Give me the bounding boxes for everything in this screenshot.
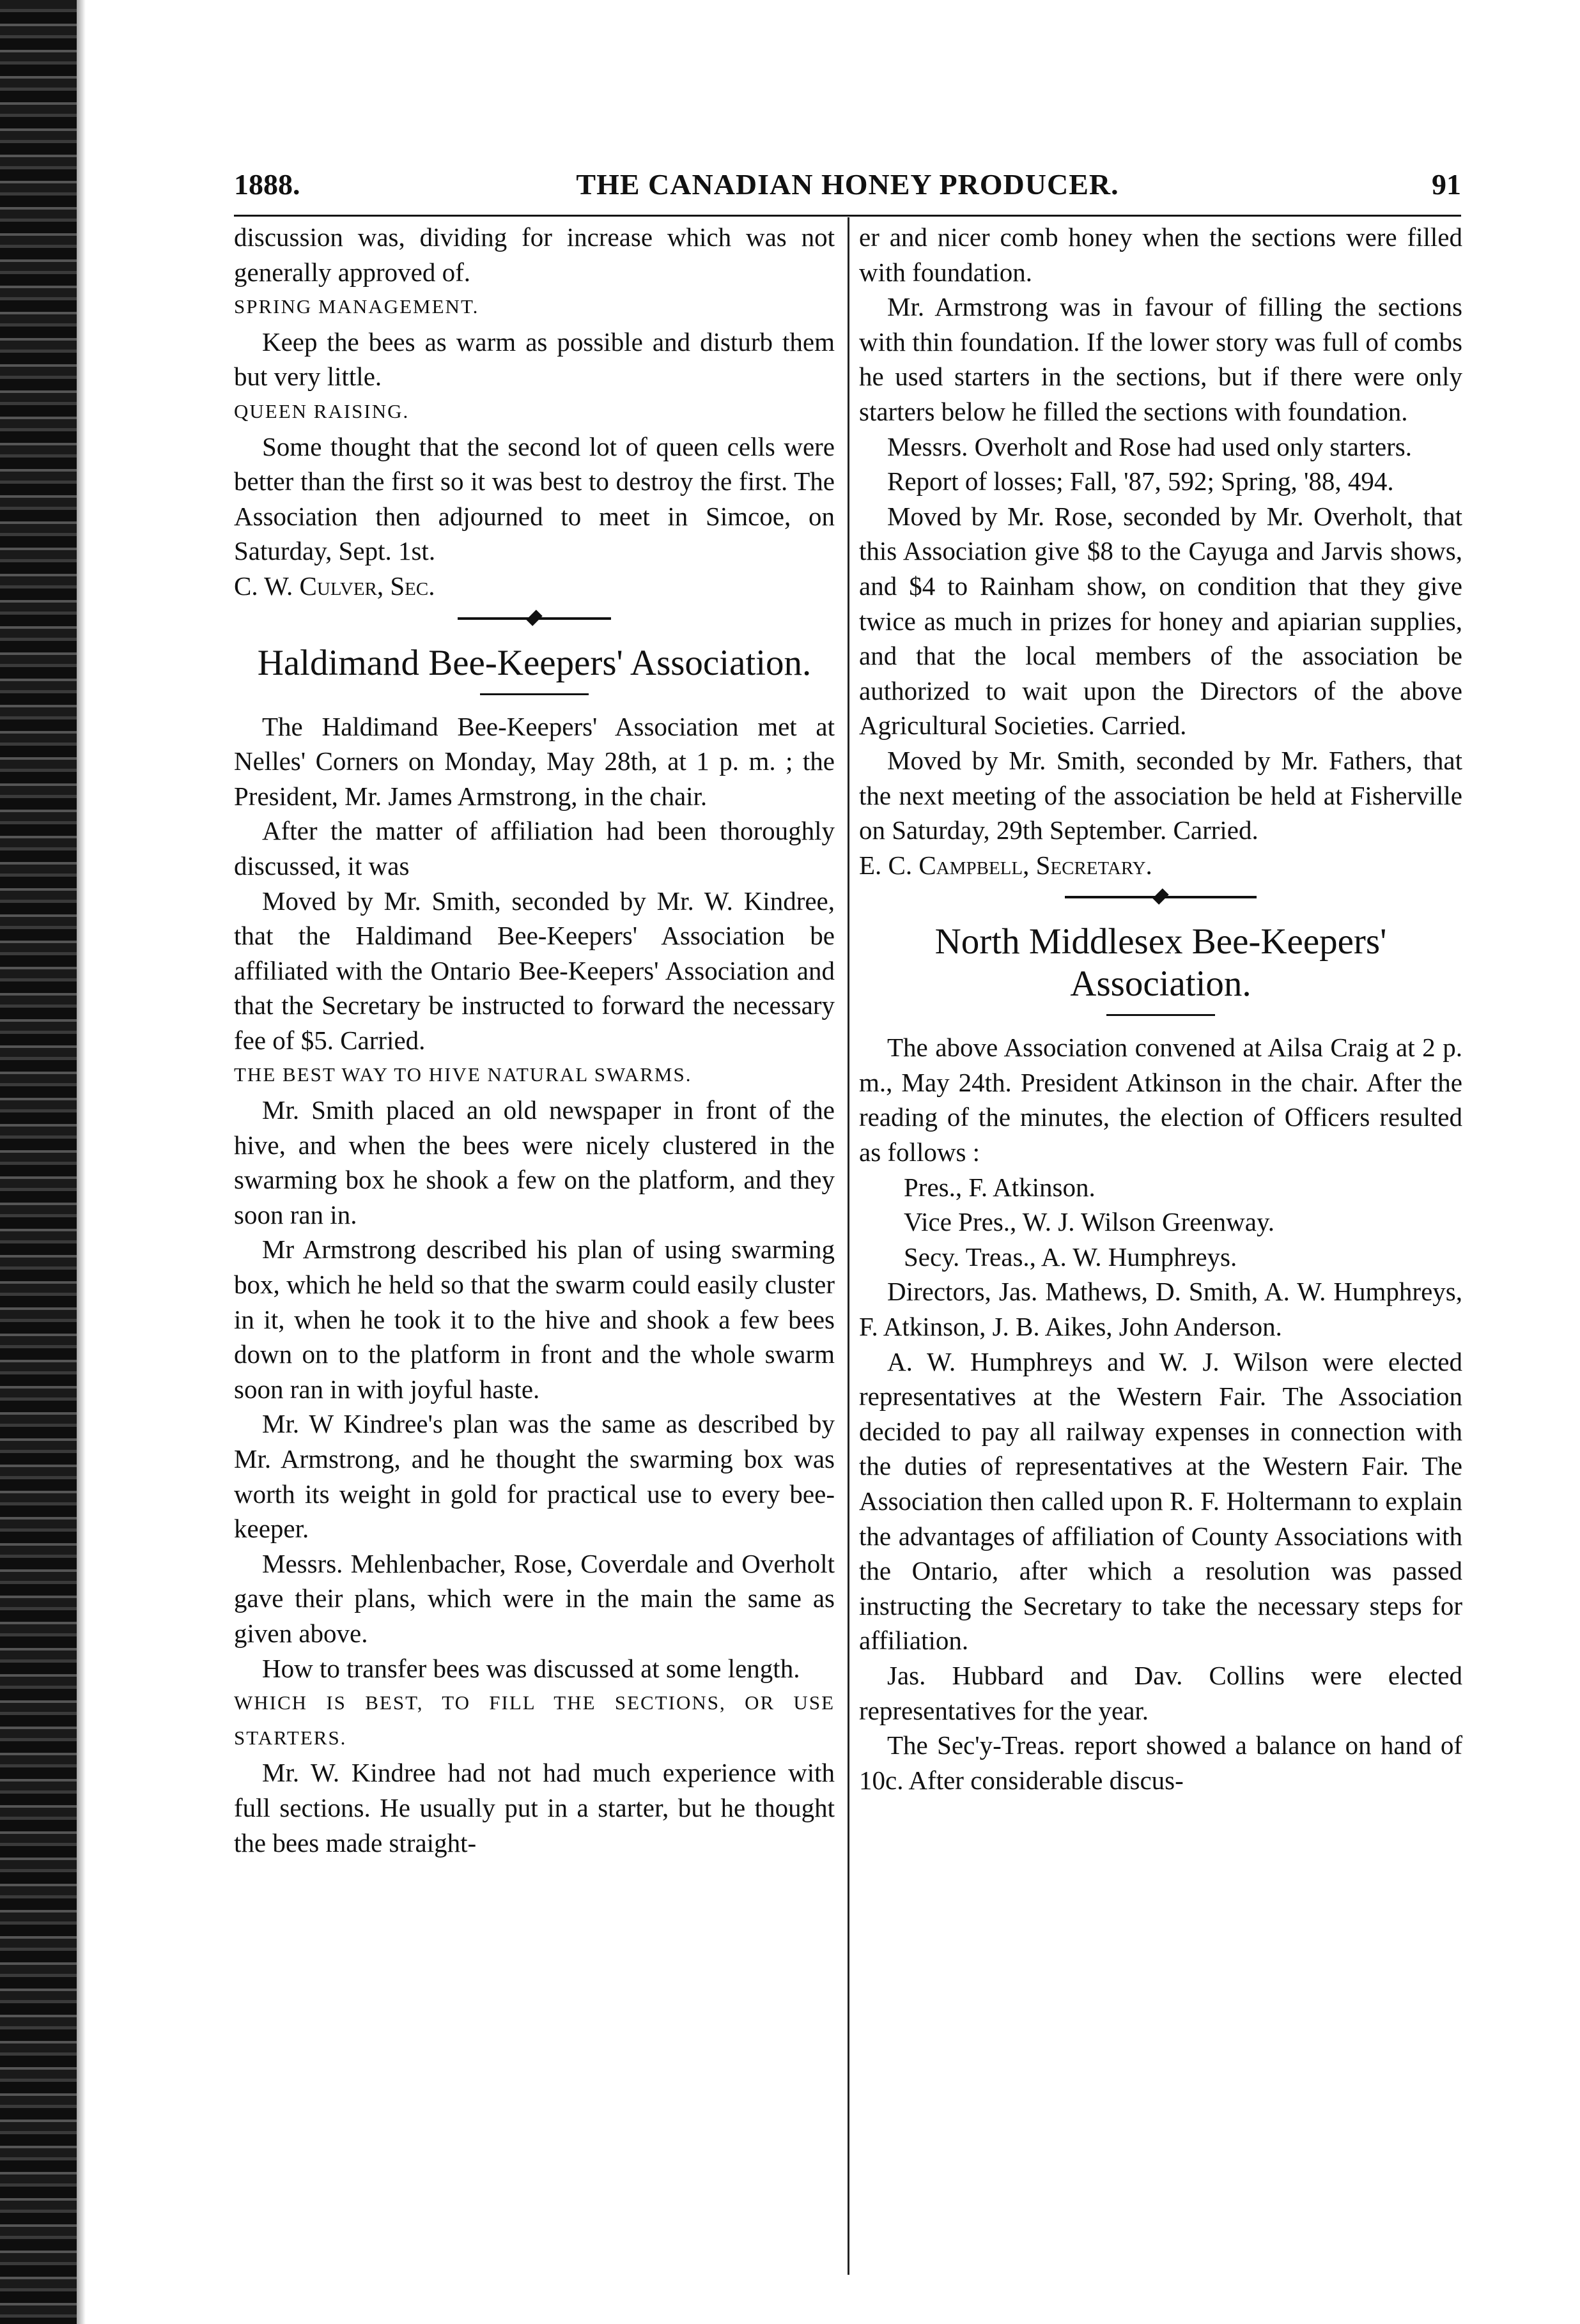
paragraph: Mr. W. Kindree had not had much experience with full sections. He usually put in a starter, but he thought the bees made straight- xyxy=(234,1758,835,1858)
officer-vice-president: Vice Pres., W. J. Wilson Greenway. xyxy=(904,1207,1275,1237)
signature-text: E. C. Campbell, Secretary. xyxy=(859,850,1152,880)
paragraph: Mr Armstrong described his plan of using swarming box, which he held so that the swarm could easily cluster in it, when he took it to the hive and shook a few bees down on to the platform in front and the whole swarm soon ran in with joyful haste. xyxy=(234,1235,835,1404)
book-binding-edge xyxy=(0,0,77,2324)
paragraph: discussion was, dividing for increase which was not generally approved of. xyxy=(234,222,835,287)
ornament-divider xyxy=(859,884,1462,909)
officer-president: Pres., F. Atkinson. xyxy=(904,1172,1096,1202)
header-title: THE CANADIAN HONEY PRODUCER. xyxy=(576,168,1119,201)
officer-secretary-treasurer: Secy. Treas., A. W. Humphreys. xyxy=(904,1242,1237,1272)
ornament-divider xyxy=(234,605,835,631)
paragraph: Some thought that the second lot of queen cells were better than the first so it was best to destroy the first. The Association then adjourned to meet in Simcoe, on Saturday, Sept. 1st. xyxy=(234,431,835,566)
title-rule xyxy=(480,693,589,695)
paragraph: Mr. W Kindree's plan was the same as described by Mr. Armstrong, and he thought the swarming box was worth its weight in gold for practical use to every bee-keeper. xyxy=(234,1409,835,1544)
paragraph: Report of losses; Fall, '87, 592; Spring, '88, 494. xyxy=(887,466,1394,496)
paragraph: The Haldimand Bee-Keepers' Association met at Nelles' Corners on Monday, May 28th, at 1 p. m. ; the President, Mr. James Armstrong, in the chair. xyxy=(234,711,835,811)
left-column xyxy=(234,220,835,1860)
paragraph: Moved by Mr. Smith, seconded by Mr. Fathers, that the next meeting of the association be held at Fisherville on Saturday, 29th September. Carried. xyxy=(859,745,1462,845)
paragraph: Moved by Mr. Smith, seconded by Mr. W. Kindree, that the Haldimand Bee-Keepers' Association be affiliated with the Ontario Bee-Keepers' Association and that the Secretary be instructed to forward the necessary fee of $5. Carried. xyxy=(234,886,835,1055)
signature-culver xyxy=(234,569,835,604)
page-number: 91 xyxy=(1432,168,1461,201)
right-column xyxy=(859,220,1462,1797)
section-heading-spring: SPRING MANAGEMENT. xyxy=(234,295,479,318)
article-title-north-middlesex: North Middlesex Bee-Keepers' Association. xyxy=(934,921,1387,1004)
paragraph: er and nicer comb honey when the sections were filled with foundation. xyxy=(859,222,1462,287)
section-heading-queen: QUEEN RAISING. xyxy=(234,399,410,422)
paragraph: Directors, Jas. Mathews, D. Smith, A. W. Humphreys, F. Atkinson, J. B. Aikes, John Anderson. xyxy=(859,1277,1462,1342)
paragraph: How to transfer bees was discussed at some length. xyxy=(262,1653,800,1683)
paragraph: Messrs. Overholt and Rose had used only starters. xyxy=(887,431,1413,461)
paragraph: Moved by Mr. Rose, seconded by Mr. Overholt, that this Association give $8 to the Cayuga and Jarvis shows, and $4 to Rainham show, on condition that they give twice as much in prizes for honey and apiarian supplies, and that the local members of the association be authorized to wait upon the Directors of the above Agricultural Societies. Carried. xyxy=(859,501,1462,741)
paragraph: Jas. Hubbard and Dav. Collins were elected representatives for the year. xyxy=(859,1660,1462,1725)
section-heading-swarms: THE BEST WAY TO HIVE NATURAL SWARMS. xyxy=(234,1063,692,1086)
article-title-haldimand: Haldimand Bee-Keepers' Association. xyxy=(257,642,812,683)
paragraph: The Sec'y-Treas. report showed a balance on hand of 10c. After considerable discus- xyxy=(859,1730,1462,1795)
signature-campbell xyxy=(859,848,1462,883)
paragraph: Keep the bees as warm as possible and disturb them but very little. xyxy=(234,327,835,392)
column-divider xyxy=(848,217,849,2275)
paragraph: After the matter of affiliation had been thoroughly discussed, it was xyxy=(234,816,835,881)
header-rule xyxy=(234,215,1461,217)
paragraph: A. W. Humphreys and W. J. Wilson were elected representatives at the Western Fair. The Association decided to pay all railway expenses in connection with the duties of representatives at the Western Fair. The Association then called upon R. F. Holtermann to explain the advantages of affiliation of County Associations with the Ontario, after which a resolution was passed instructing the Secretary to take the necessary steps for affiliation. xyxy=(859,1346,1462,1656)
header-year: 1888. xyxy=(234,168,300,201)
paragraph: Messrs. Mehlenbacher, Rose, Coverdale and Overholt gave their plans, which were in the main the same as given above. xyxy=(234,1548,835,1648)
paragraph: The above Association convened at Ailsa Craig at 2 p. m., May 24th. President Atkinson in the chair. After the reading of the minutes, the election of Officers resulted as follows : xyxy=(859,1033,1462,1167)
signature-text: C. W. Culver, Sec. xyxy=(234,571,435,601)
page-header xyxy=(234,167,1461,208)
section-heading-sections: WHICH IS BEST, TO FILL THE SECTIONS, OR USE STARTERS. xyxy=(234,1691,835,1749)
title-rule xyxy=(1106,1014,1215,1016)
paragraph: Mr. Armstrong was in favour of filling the sections with thin foundation. If the lower story was full of combs he used starters in the sections, but if there were only starters below he filled the sections with foundation. xyxy=(859,292,1462,426)
paragraph: Mr. Smith placed an old newspaper in front of the hive, and when the bees were nicely clustered in the swarming box he shook a few on the platform, and they soon ran in. xyxy=(234,1095,835,1229)
